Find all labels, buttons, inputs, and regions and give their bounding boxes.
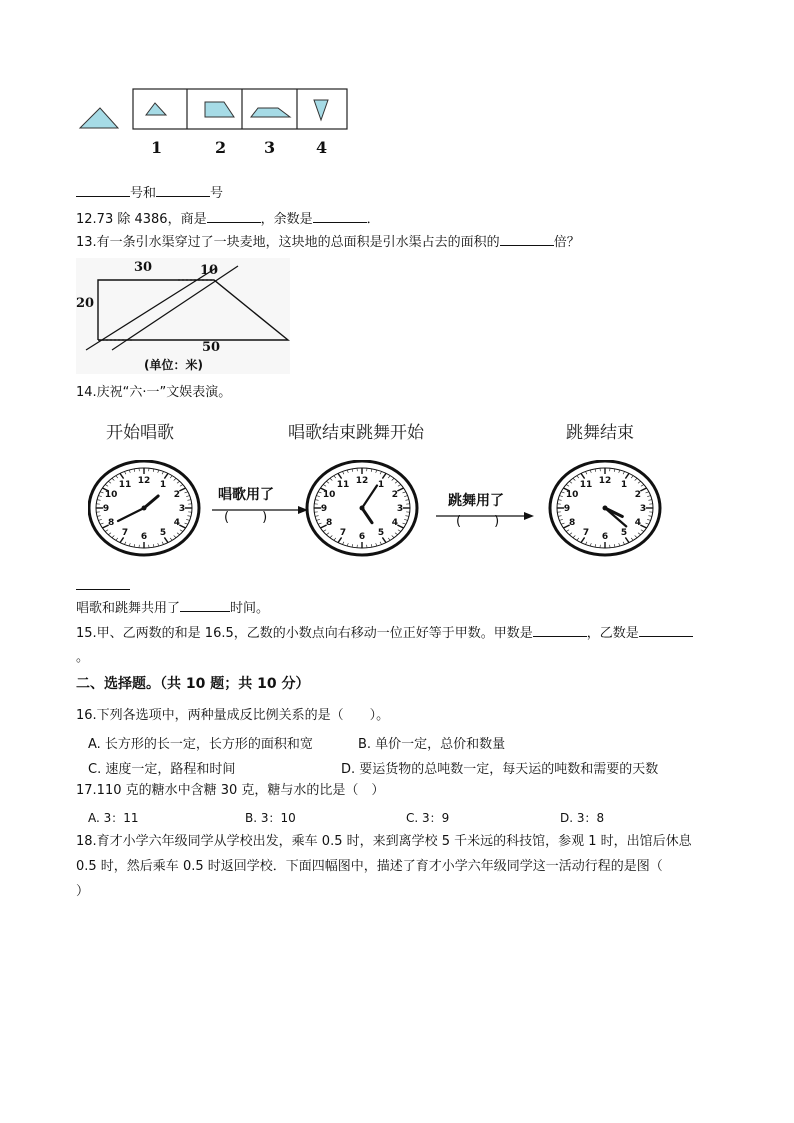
clock-face xyxy=(550,461,660,555)
answer-blank[interactable] xyxy=(533,624,587,637)
shape-3-trapezoid xyxy=(251,108,290,117)
q17-option-b[interactable]: B. 3：10 xyxy=(245,811,296,825)
q16-option-d[interactable]: D. 要运货物的总吨数一定，每天运的吨数和需要的天数 xyxy=(341,762,659,777)
arrow-singing xyxy=(212,484,308,540)
clock-numeral: 1 xyxy=(159,479,167,490)
q15-end: 。 xyxy=(76,650,90,665)
clock-face xyxy=(307,461,417,555)
answer-blank[interactable] xyxy=(639,624,693,637)
shape-4-triangle xyxy=(314,100,328,120)
clock-numeral: 12 xyxy=(355,476,369,486)
clock-numeral: 4 xyxy=(391,518,399,528)
clock-numeral: 12 xyxy=(598,476,612,486)
clock-numeral: 10 xyxy=(565,490,579,500)
shape-label-4: 4 xyxy=(316,138,328,157)
shape-1-triangle xyxy=(146,103,166,115)
answer-paren-singing[interactable]: ( ) xyxy=(224,510,268,525)
clock-numeral: 4 xyxy=(634,518,642,528)
q16-option-a[interactable]: A. 长方形的长一定，长方形的面积和宽 xyxy=(88,737,313,752)
clock-numeral: 2 xyxy=(173,490,181,500)
q17-option-a[interactable]: A. 3：11 xyxy=(88,811,139,825)
clock-numeral: 2 xyxy=(634,490,642,500)
clock-numeral: 10 xyxy=(104,490,118,500)
q11-answer-line: 号和 号 xyxy=(76,184,223,203)
clock-numeral: 11 xyxy=(336,479,350,490)
clock-numeral: 7 xyxy=(582,528,590,539)
section-title: 二、选择题。（共 10 题；共 10 分） xyxy=(76,676,310,692)
answer-blank[interactable] xyxy=(180,599,230,612)
clock-numeral: 5 xyxy=(377,528,385,539)
shape-label-1: 1 xyxy=(151,138,163,157)
question-18-line-2: 0.5 时，然后乘车 0.5 时返回学校．下面四幅图中，描述了育才小学六年级同学这一活动行程的是图（ xyxy=(76,859,663,874)
q16-option-c[interactable]: C. 速度一定，路程和时间 xyxy=(88,762,236,777)
question-16: 16.下列各选项中，两种量成反比例关系的是（ ）。 xyxy=(76,708,390,723)
shape-label-3: 3 xyxy=(264,138,276,157)
arrow-label-dancing: 跳舞用了 xyxy=(448,493,504,509)
clock-numeral: 8 xyxy=(107,518,115,528)
clock-numeral: 11 xyxy=(118,479,132,490)
q17-option-c[interactable]: C. 3：9 xyxy=(406,811,450,825)
q11-figure xyxy=(78,86,350,134)
answer-blank[interactable] xyxy=(313,210,367,223)
clock-numeral: 8 xyxy=(568,518,576,528)
unit-label: (单位：米) xyxy=(144,358,203,372)
shape-2-trapezoid xyxy=(205,102,234,117)
clock-numeral: 7 xyxy=(121,528,129,539)
q11-shapes-svg xyxy=(78,86,350,134)
clock-numeral: 3 xyxy=(178,504,186,514)
clock-numeral: 5 xyxy=(159,528,167,539)
dim-gap: 10 xyxy=(200,263,219,278)
clocks-svg xyxy=(88,460,678,560)
question-17: 17.110 克的糖水中含糖 30 克，糖与水的比是（ ） xyxy=(76,783,385,798)
clock-numeral: 9 xyxy=(102,504,110,514)
clock-numeral: 9 xyxy=(320,504,328,514)
clock-numeral: 12 xyxy=(137,476,151,486)
answer-blank[interactable] xyxy=(76,589,130,590)
shape-box xyxy=(133,89,347,129)
clock-face xyxy=(89,461,199,555)
clock-numeral: 3 xyxy=(639,504,647,514)
answer-blank[interactable] xyxy=(500,233,554,246)
clock-numeral: 3 xyxy=(396,504,404,514)
clock-numeral: 9 xyxy=(563,504,571,514)
clock-label-start-singing: 开始唱歌 xyxy=(106,423,174,443)
clock-numeral: 11 xyxy=(579,479,593,490)
clock-label-singing-end-dance-start: 唱歌结束跳舞开始 xyxy=(288,423,424,443)
clock-numeral: 7 xyxy=(339,528,347,539)
question-14: 14.庆祝“六·一”文娱表演。 xyxy=(76,385,232,400)
clock-numeral: 6 xyxy=(601,532,609,542)
q17-option-d[interactable]: D. 3：8 xyxy=(560,811,605,825)
reference-triangle xyxy=(80,108,118,128)
clock-numeral: 6 xyxy=(358,532,366,542)
question-13: 13.有一条引水渠穿过了一块麦地，这块地的总面积是引水渠占去的面积的 倍？ xyxy=(76,235,580,250)
clock-numeral: 2 xyxy=(391,490,399,500)
q14-total-line: 唱歌和跳舞共用了 时间。 xyxy=(76,601,270,616)
question-12: 12.73 除 4386，商是 ，余数是 ． xyxy=(76,212,380,227)
dim-top: 30 xyxy=(134,260,153,275)
answer-blank[interactable] xyxy=(76,184,130,197)
answer-blank[interactable] xyxy=(156,184,210,197)
question-18-line-3: ） xyxy=(76,884,90,899)
q13-figure xyxy=(76,258,290,374)
dim-left: 20 xyxy=(76,296,95,311)
answer-blank[interactable] xyxy=(207,210,261,223)
arrow-dancing xyxy=(436,490,534,546)
clock-numeral: 8 xyxy=(325,518,333,528)
arrow-label-singing: 唱歌用了 xyxy=(218,487,274,503)
question-15: 15.甲、乙两数的和是 16.5，乙数的小数点向右移动一位正好等于甲数。甲数是 ，乙数是 xyxy=(76,624,693,643)
clock-label-dance-end: 跳舞结束 xyxy=(566,423,634,443)
clock-numeral: 6 xyxy=(140,532,148,542)
clock-numeral: 1 xyxy=(620,479,628,490)
dim-bottom: 50 xyxy=(202,340,221,355)
question-18-line-1: 18.育才小学六年级同学从学校出发，乘车 0.5 时，来到离学校 5 千米远的科技馆，参观 1 时，出馆后休息 xyxy=(76,834,692,849)
clock-numeral: 1 xyxy=(377,479,385,490)
q16-option-b[interactable]: B. 单价一定，总价和数量 xyxy=(358,737,506,752)
answer-paren-dancing[interactable]: ( ) xyxy=(456,514,500,529)
shape-label-2: 2 xyxy=(215,138,227,157)
clock-numeral: 5 xyxy=(620,528,628,539)
clock-numeral: 10 xyxy=(322,490,336,500)
clock-numeral: 4 xyxy=(173,518,181,528)
